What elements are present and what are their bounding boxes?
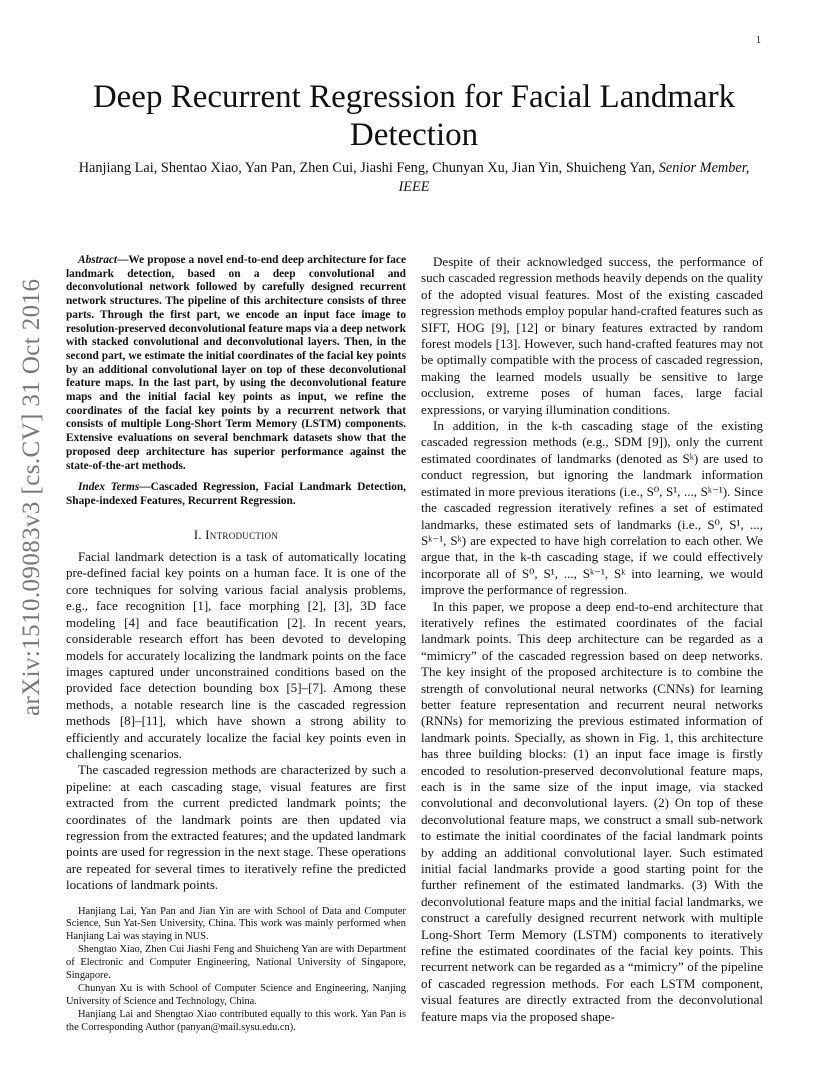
author-list	[70, 159, 758, 197]
arxiv-identifier: arXiv:1510.09083v3 [cs.CV] 31 Oct 2016	[18, 278, 45, 716]
index-terms-text: —Cascaded Regression, Facial Landmark Detection, Shape-indexed Features, Recurrent Regression.	[66, 481, 407, 507]
abstract-text: —We propose a novel end-to-end deep architecture for face landmark detection, based on a deep convolutional and deconvolutional network followed by carefully designed recurrent network structures. The pipeline of this architecture consists of three parts. Through the first part, we encode an input face image to resolution-preserved deconvolutional feature maps via a deep network with stacked convolutional and deconvolutional layers. Then, in the second part, we estimate the initial coordinates of the facial key points by an additional convolutional layer on top of these deconvolutional feature maps. In the last part, by using the deconvolutional feature maps and the initial facial key points as input, we refine the coordinates of the facial key points by a recurrent network that consists of multiple Long-Short Term Memory (LSTM) components. Extensive evaluations on several benchmark datasets show that the proposed deep architecture has superior performance against the state-of-the-art methods.	[66, 254, 406, 472]
abstract	[66, 254, 406, 473]
index-terms	[66, 481, 406, 508]
paper-title: Deep Recurrent Regression for Facial Landmark Detection	[92, 79, 736, 153]
author-names: Hanjiang Lai, Shentao Xiao, Yan Pan, Zhen Cui, Jiashi Feng, Chunyan Xu, Jian Yin, Shuicheng Yan,	[78, 160, 656, 176]
section-heading-introduction: I. Introduction	[193, 527, 279, 542]
footnote: Hanjiang Lai and Shengtao Xiao contributed equally to this work. Yan Pan is the Corresponding Author (panyan@mail.sysu.edu.cn).	[66, 1009, 406, 1033]
footnote: Shengtao Xiao, Zhen Cui Jiashi Feng and Shuicheng Yan are with Department of Electronic and Computer Engineering, National University of Singapore, Singapore.	[66, 944, 406, 981]
right-column	[421, 254, 763, 1025]
page-number: 1	[756, 35, 761, 46]
footnotes	[66, 906, 406, 1035]
index-terms-label: Index Terms	[78, 481, 140, 494]
body-paragraph: In this paper, we propose a deep end-to-end architecture that iteratively refines the estimated coordinates of the facial landmark points. This deep architecture can be regarded as a “mimicry” of the cascaded regression based on deep networks. The key insight of the proposed architecture is to combine the strength of convolutional neural networks (CNNs) for learning better feature representation and recurrent neural networks (RNNs) for memorizing the previous estimated information of landmark points. Specially, as shown in Fig. 1, this architecture has three building blocks: (1) an input face image is firstly encoded to resolution-preserved deconvolutional feature maps, each is in the same size of the input image, via stacked convolutional and deconvolutional layers. (2) On top of these deconvolutional feature maps, we construct a small sub-network to estimate the initial coordinates of the facial landmark points by adding an additional convolutional layer. Such estimated initial facial landmarks provide a good starting point for the further refinement of the estimated landmarks. (3) With the deconvolutional feature maps and the initial facial landmarks, we construct a carefully designed recurrent network with multiple Long-Short Term Memory (LSTM) components to iteratively refine the estimated coordinates of the facial key points. This recurrent network can be regarded as a “mimicry” of the pipeline of cascaded regression methods. For each LSTM component, visual features are directly extracted from the deconvolutional feature maps via the proposed shape-	[421, 598, 763, 1024]
left-column	[66, 254, 406, 1036]
abstract-label: Abstract	[78, 254, 118, 266]
footnote: Chunyan Xu is with School of Computer Science and Engineering, Nanjing University of Science and Technology, China.	[66, 983, 406, 1007]
body-paragraph: In addition, in the k-th cascading stage of the existing cascaded regression methods (e.g., SDM [9]), only the current estimated coordinates of landmarks (denoted as Sᵏ) are used to conduct regression, but ignoring the landmark information estimated in more previous iterations (i.e., S⁰, S¹, ..., Sᵏ⁻¹). Since the cascaded regression iteratively refines a set of estimated landmarks, these estimated sets of landmarks (i.e., S⁰, S¹, ..., Sᵏ⁻¹, Sᵏ) are expected to have high correlation to each other. We argue that, in the k-th cascading stage, if we could effectively incorporate all of S⁰, S¹, ..., Sᵏ⁻¹, Sᵏ into learning, we would improve the performance of regression.	[421, 418, 763, 598]
intro-paragraph: Facial landmark detection is a task of automatically locating pre-defined facial key points on a human face. It is one of the core techniques for solving various facial analysis problems, e.g., face recognition [1], face morphing [2], [3], 3D face modeling [4] and face beautification [2]. In recent years, considerable research effort has been devoted to developing models for accurately localizing the landmark points on the face images captured under unconstrained conditions based on the provided face detection bounding box [5]–[7]. Among these methods, a notable research line is the cascaded regression methods [8]–[11], which have shown a strong ability to efficiently and accurately localize the facial key points even in challenging scenarios.	[66, 549, 406, 761]
author-role: Senior Member, IEEE	[398, 160, 750, 195]
body-paragraph: Despite of their acknowledged success, the performance of such cascaded regression methods heavily depends on the quality of the adopted visual features. Most of the existing cascaded regression methods employ popular hand-crafted features such as SIFT, HOG [9], [12] or binary features extracted by random forest models [13]. However, such hand-crafted features may not be optimally compatible with the process of cascaded regression, making the learned models usually be sensitive to large occlusion, extreme poses of human faces, large facial expressions, or varying illumination conditions.	[421, 254, 763, 417]
footnote: Hanjiang Lai, Yan Pan and Jian Yin are with School of Data and Computer Science, Sun Yat-Sen University, China. This work was mainly performed when Hanjiang Lai was staying in NUS.	[66, 905, 406, 942]
intro-paragraph: The cascaded regression methods are characterized by such a pipeline: at each cascading stage, visual features are first extracted from the current predicted landmark points; the coordinates of the landmark points are then updated via regression from the extracted features; and the updated landmark points are used for regression in the next stage. These operations are repeated for several times to iteratively refine the predicted locations of landmark points.	[66, 762, 406, 893]
